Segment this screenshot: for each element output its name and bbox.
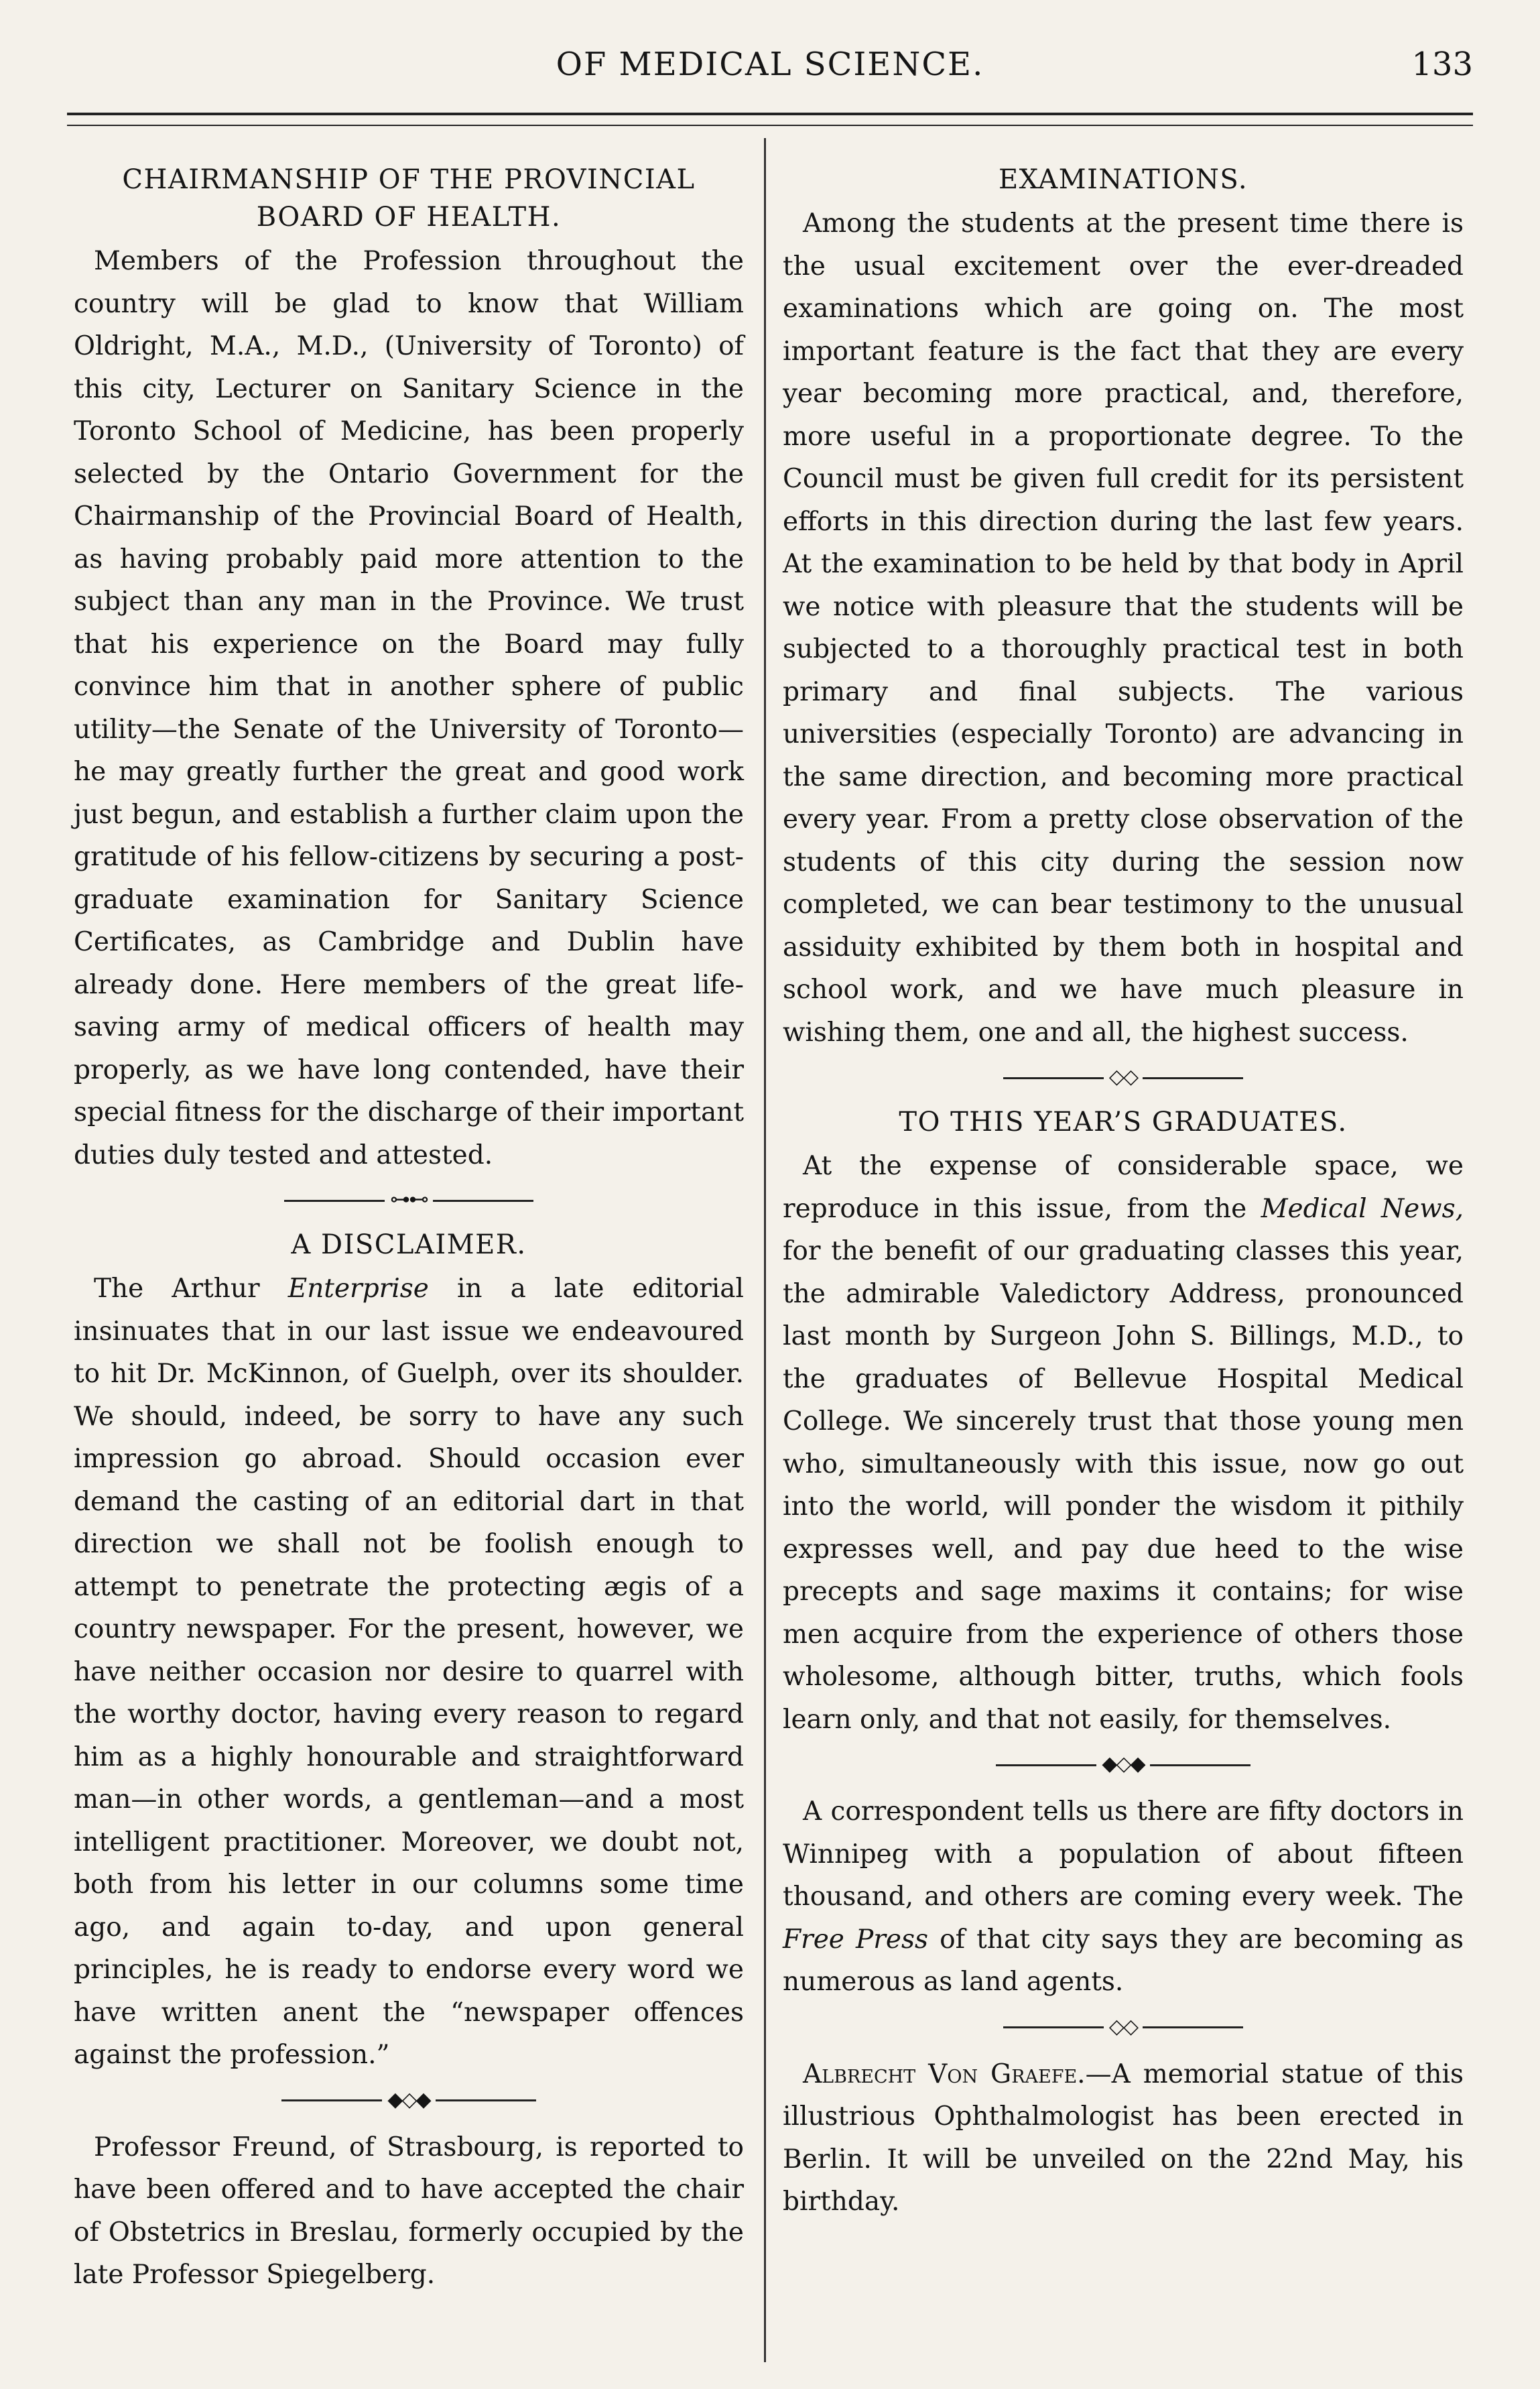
header-rule-thin: [67, 125, 1473, 126]
article-winnipeg: [783, 1790, 1464, 2004]
right-column: [783, 161, 1464, 2223]
article-graduates: [783, 1103, 1464, 1741]
article-body: Professor Freund, of Strasbourg, is reported to have been offered and to have accepted the chair of Obstetrics in Breslau, formerly occupied by the late Professor Spiegelberg.: [74, 2132, 744, 2290]
article-title: TO THIS YEAR’S GRADUATES.: [899, 1107, 1348, 1138]
ornament-divider: ⊶⊷: [74, 1183, 744, 1217]
article-lead: Albrecht Von Graefe.: [803, 2059, 1086, 2089]
publication-name: Medical News,: [1261, 1193, 1464, 1224]
body-text: for the benefit of our graduating classes this year, the admirable Valedictory Address, pronounced last month by Surgeon John S. Billings, M.D., to the graduates of Bellevue Hospital Medical College. We sincerely trust that those young men who, simultaneously with this issue, now go out into the world, will ponder the wisdom it pithily expresses well, and pay due heed to the wise precepts and sage maxims it contains; for wise men acquire from the experience of others those wholesome, although bitter, truths, which fools learn only, and that not easily, for themselves.: [783, 1236, 1464, 1735]
column-divider: [764, 138, 766, 2362]
running-title: OF MEDICAL SCIENCE.: [556, 46, 984, 83]
title-line-2: BOARD OF HEALTH.: [256, 202, 562, 233]
body-text: A correspondent tells us there are fifty doctors in Winnipeg with a population of about fifteen thousand, and others are coming every week. The: [783, 1796, 1464, 1912]
page-number: 133: [1411, 46, 1473, 83]
article-chairmanship: [74, 161, 744, 1176]
header-rule: [67, 113, 1473, 115]
ornament-divider: ◆◇◆: [783, 1748, 1464, 1781]
ornament-divider: ◆◇◆: [74, 2083, 744, 2117]
article-examinations: [783, 161, 1464, 1054]
article-body: Among the students at the present time there is the usual excitement over the ever-dreaded examinations which are going on. The most important feature is the fact that they are every year becoming more practical, and, therefore, more useful in a proportionate degree. To the Council must be given full credit for its persistent efforts in this direction during the last few years. At the examination to be held by that body in April we notice with pleasure that the students will be subjected to a thoroughly practical test in both primary and final subjects. The various universities (especially Toronto) are advancing in the same direction, and becoming more practical every year. From a pretty close observation of the students of this city during the session now completed, we can bear testimony to the unusual assiduity exhibited by them both in hospital and school work, and we have much pleasure in wishing them, one and all, the highest success.: [783, 208, 1464, 1048]
article-body: [783, 1145, 1464, 1741]
body-text: The Arthur: [94, 1274, 288, 1304]
body-text: —A memorial statue of this illustrious Ophthalmologist has been erected in Berlin. It will be unveiled on the 22nd May, his birthday.: [783, 2059, 1464, 2217]
ornament-divider: ◇◇: [783, 1060, 1464, 1094]
article-title: EXAMINATIONS.: [998, 164, 1248, 195]
running-head: [67, 46, 1473, 93]
body-text: in a late editorial insinuates that in our last issue we endeavoured to hit Dr. McKinnon, of Guelph, over its shoulder. We should, indeed, be sorry to have any such impression go abroad. Should occasion ever demand the casting of an editorial dart in that direction we shall not be foolish enough to attempt to penetrate the protecting ægis of a country newspaper. For the present, however, we have neither occasion nor desire to quarrel with the worthy doctor, having every reason to regard him as a highly honourable and straightforward man—in other words, a gentleman—and a most intelligent practitioner. Moreover, we doubt not, both from his letter in our columns some time ago, and again to-day, and upon general principles, he is ready to endorse every word we have written anent the “newspaper offences against the profession.”: [74, 1274, 744, 2070]
publication-name: Enterprise: [287, 1274, 429, 1304]
article-body: [783, 2053, 1464, 2223]
article-freund: [74, 2126, 744, 2296]
ornament-divider: ◇◇: [783, 2010, 1464, 2044]
left-column: [74, 161, 744, 2296]
article-title: A DISCLAIMER.: [291, 1229, 527, 1260]
title-line-1: CHAIRMANSHIP OF THE PROVINCIAL: [122, 164, 696, 195]
article-body: [74, 1268, 744, 2077]
article-body: [783, 1790, 1464, 2004]
article-graefe: [783, 2053, 1464, 2223]
body-text: At the expense of considerable space, we reproduce in this issue, from the: [783, 1151, 1464, 1224]
body-text: of that city says they are becoming as numerous as land agents.: [783, 1924, 1464, 1997]
article-body: Members of the Profession throughout the country will be glad to know that William Oldright, M.A., M.D., (University of Toronto) of this city, Lecturer on Sanitary Science in the Toronto School of Medicine, has been properly selected by the Ontario Government for the Chairmanship of the Provincial Board of Health, as having probably paid more attention to the subject than any man in the Province. We trust that his experience on the Board may fully convince him that in another sphere of public utility—the Senate of the University of Toronto—he may greatly further the great and good work just begun, and establish a further claim upon the gratitude of his fellow-citizens by securing a post-graduate examination for Sanitary Science Certificates, as Cambridge and Dublin have already done. Here members of the great life-saving army of medical officers of health may properly, as we have long contended, have their special fitness for the discharge of their important duties duly tested and attested.: [74, 246, 744, 1170]
article-title: [74, 161, 744, 236]
article-disclaimer: [74, 1226, 744, 2077]
publication-name: Free Press: [783, 1924, 928, 1955]
